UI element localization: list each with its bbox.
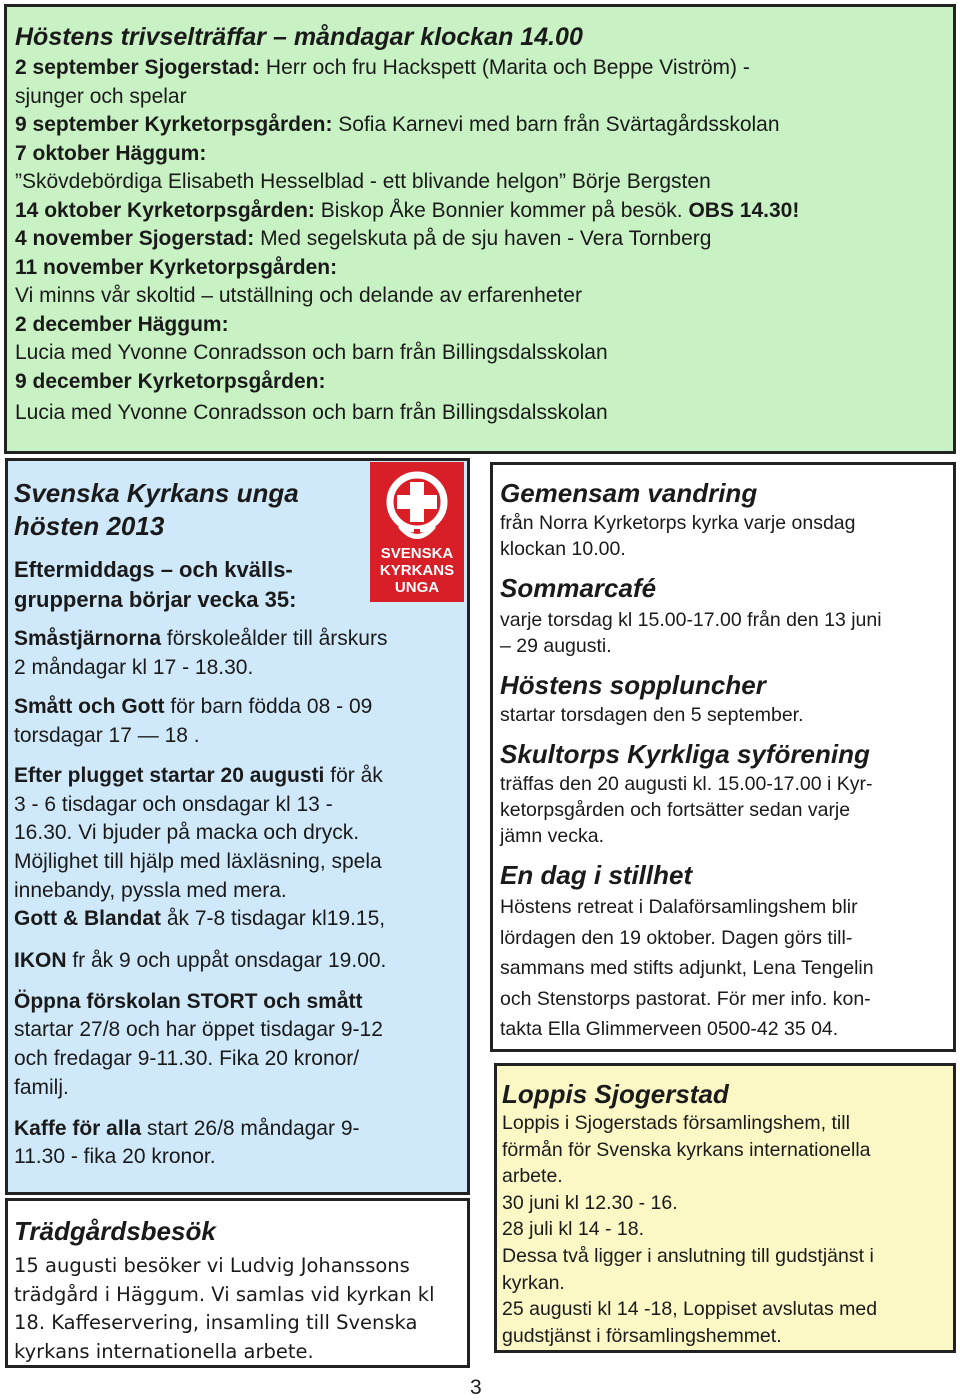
events-box: [490, 462, 956, 1052]
loppis-box: [494, 1063, 956, 1353]
event-text: startar torsdagen den 5 september.: [500, 704, 804, 726]
schedule-line: 14 oktober Kyrketorpsgården: Biskop Åke Bonnier kommer på besök. OBS 14.30!: [15, 198, 800, 222]
logo-text: UNGA: [394, 579, 440, 596]
event-text: från Norra Kyrketorps kyrka varje onsdag klockan 10.00.: [500, 512, 856, 560]
loppis-title: Loppis Sjogerstad: [502, 1079, 729, 1109]
schedule-line: sjunger och spelar: [15, 84, 187, 108]
unga-intro: Eftermiddags – och kvälls- grupperna börjar vecka 35:: [14, 557, 297, 612]
autumn-meetings-box: [4, 4, 956, 454]
schedule-line: 2 september Sjogerstad: Herr och fru Hackspett (Marita och Beppe Viström) -: [15, 56, 750, 79]
event-text: Höstens retreat i Dalaförsamlingshem blir lördagen den 19 oktober. Dagen görs till- sammans med stifts adjunkt, Lena Tengelin och Stenstorps pastorat. För mer info. kon- takta Ella Glimmerveen 0500-42 35 04.: [500, 896, 874, 1040]
unga-smastjarnorna: Småstjärnorna förskoleålder till årskurs 2 måndagar kl 17 - 18.30.: [14, 627, 388, 679]
unga-title: Svenska Kyrkans unga: [14, 478, 299, 508]
event-heading: Höstens soppluncher: [500, 670, 766, 700]
schedule-line: 4 november Sjogerstad: Med segelskuta på de sju haven - Vera Tornberg: [15, 227, 712, 250]
schedule-line: 2 december Häggum:: [15, 312, 229, 336]
schedule-line: 9 december Kyrketorpsgården:: [15, 369, 326, 393]
unga-kaffe-for-alla: Kaffe för alla start 26/8 måndagar 9- 11.30 - fika 20 kronor.: [14, 1116, 360, 1169]
event-text: varje torsdag kl 15.00-17.00 från den 13 juni – 29 augusti.: [500, 609, 882, 657]
unga-oppna-forskolan: Öppna förskolan STORT och smått startar 27/8 och har öppet tisdagar 9-12 och fredagar 9-11.30. Fika 20 kronor/ familj.: [14, 989, 383, 1099]
schedule-line: ”Skövdebördiga Elisabeth Hesselblad - ett blivande helgon” Börje Bergsten: [15, 170, 711, 193]
event-heading: En dag i stillhet: [500, 860, 693, 890]
event-heading: Gemensam vandring: [500, 478, 758, 508]
garden-visit-title: Trädgårdsbesök: [14, 1216, 216, 1246]
svenska-kyrkans-unga-logo: [370, 462, 464, 602]
schedule-line: 11 november Kyrketorpsgården:: [15, 255, 338, 279]
page-number: 3: [470, 1376, 482, 1399]
schedule-line: Lucia med Yvonne Conradsson och barn från Billingsdalsskolan: [15, 341, 608, 364]
unga-smatt-och-gott: Smått och Gott för barn födda 08 - 09 torsdagar 17 — 18 .: [14, 695, 373, 748]
unga-efter-plugget: Efter plugget startar 20 augusti för åk 3 - 6 tisdagar och onsdagar kl 13 - 16.30. Vi bjuder på macka och dryck. Möjlighet till hjälp med läxläsning, spela innebandy, pyssla med mera.: [14, 763, 383, 902]
loppis-text: Loppis i Sjogerstads församlingshem, till förmån för Svenska kyrkans internationella arbete. 30 juni kl 12.30 - 16. 28 juli kl 14 - 18. Dessa två ligger i anslutning till gudstjänst i kyrkan. 25 augusti kl 14 -18, Loppiset avslutas med gudstjänst i församlingshemmet.: [502, 1112, 878, 1347]
unga-subtitle: hösten 2013: [14, 511, 165, 541]
event-heading: Skultorps Kyrkliga syförening: [500, 739, 870, 769]
schedule-line: Vi minns vår skoltid – utställning och delande av erfarenheter: [15, 284, 582, 307]
garden-visit-text: 15 augusti besöker vi Ludvig Johanssons trädgård i Häggum. Vi samlas vid kyrkan kl 18. Kaffeservering, insamling till Svenska kyrkans internationella arbete.: [14, 1254, 435, 1363]
event-heading: Sommarcafé: [500, 573, 657, 603]
event-text: träffas den 20 augusti kl. 15.00-17.00 i Kyr- ketorpsgården och fortsätter sedan varje jämn vecka.: [500, 773, 873, 847]
schedule-line: 9 september Kyrketorpsgården: Sofia Karnevi med barn från Svärtagårdsskolan: [15, 113, 780, 136]
schedule-line: Lucia med Yvonne Conradsson och barn från Billingsdalsskolan: [15, 401, 608, 424]
cross-circle-icon: [370, 462, 464, 602]
autumn-meetings-title: Höstens trivselträffar – måndagar klockan 14.00: [15, 23, 583, 51]
unga-gott-blandat: Gott & Blandat åk 7-8 tisdagar kl19.15,: [14, 907, 386, 931]
logo-text: KYRKANS: [379, 562, 455, 579]
unga-ikon: IKON fr åk 9 och uppåt onsdagar 19.00.: [14, 949, 387, 973]
garden-visit-box: [5, 1198, 470, 1368]
schedule-line: 7 oktober Häggum:: [15, 141, 207, 165]
logo-text: SVENSKA: [380, 545, 454, 562]
